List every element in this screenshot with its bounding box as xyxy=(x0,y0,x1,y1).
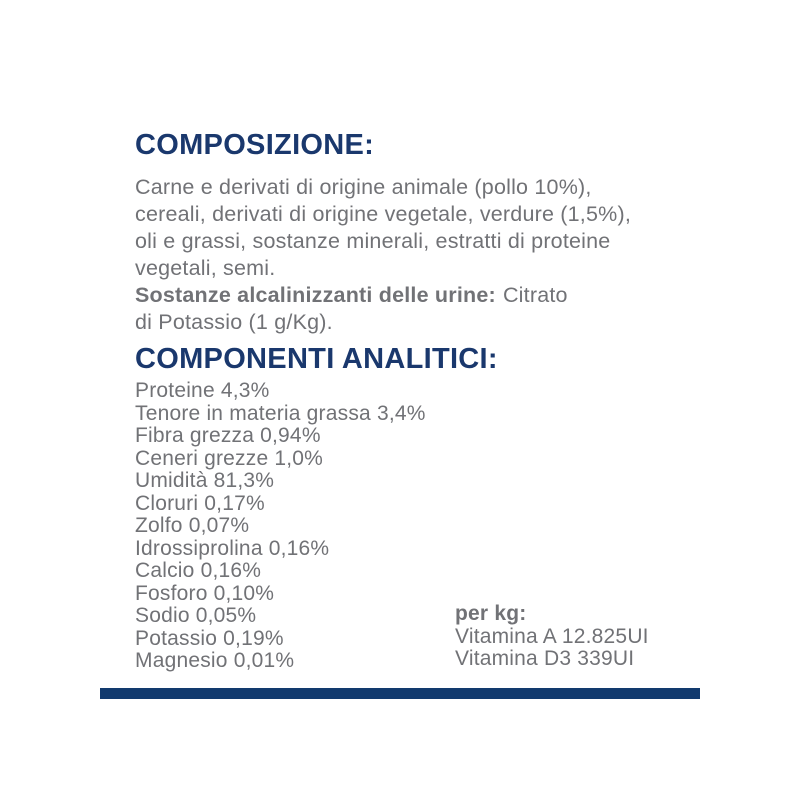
vitamin-item: Vitamina A 12.825UI xyxy=(455,624,649,648)
composition-paragraph xyxy=(135,174,631,336)
analytical-components-list xyxy=(135,380,426,673)
analytical-item: Magnesio 0,01% xyxy=(135,649,295,672)
analytical-item: Fibra grezza 0,94% xyxy=(135,424,321,447)
analytical-item: Zolfo 0,07% xyxy=(135,514,250,537)
analytical-item: Tenore in materia grassa 3,4% xyxy=(135,401,426,425)
alkalizing-substances-value: Citrato xyxy=(502,283,568,307)
analytical-item: Proteine 4,3% xyxy=(135,379,270,402)
composition-heading: COMPOSIZIONE: xyxy=(135,129,375,161)
vitamin-item: Vitamina D3 339UI xyxy=(455,647,635,670)
analytical-item: Calcio 0,16% xyxy=(135,559,262,582)
alkalizing-substances-value-continued: di Potassio (1 g/Kg). xyxy=(135,310,333,334)
composition-line: cereali, derivati di origine vegetale, verdure (1,5%), xyxy=(135,202,631,226)
footer-divider-bar xyxy=(100,688,700,699)
composition-line: oli e grassi, sostanze minerali, estratti di proteine xyxy=(135,229,611,253)
analytical-item: Ceneri grezze 1,0% xyxy=(135,446,324,470)
alkalizing-substances-label: Sostanze alcalinizzanti delle urine: xyxy=(135,283,496,307)
composition-line: vegetali, semi. xyxy=(135,256,276,280)
per-kg-vitamins-block xyxy=(455,603,649,671)
composition-line: Carne e derivati di origine animale (pollo 10%), xyxy=(135,175,592,199)
analytical-components-heading: COMPONENTI ANALITICI: xyxy=(135,343,498,375)
analytical-item: Cloruri 0,17% xyxy=(135,491,265,515)
analytical-item: Idrossiprolina 0,16% xyxy=(135,536,330,560)
per-kg-label: per kg: xyxy=(455,602,527,625)
analytical-item: Umidità 81,3% xyxy=(135,469,275,492)
analytical-item: Sodio 0,05% xyxy=(135,604,257,627)
analytical-item: Fosforo 0,10% xyxy=(135,581,275,605)
alkalizing-substances-line xyxy=(135,282,631,309)
analytical-item: Potassio 0,19% xyxy=(135,626,284,650)
